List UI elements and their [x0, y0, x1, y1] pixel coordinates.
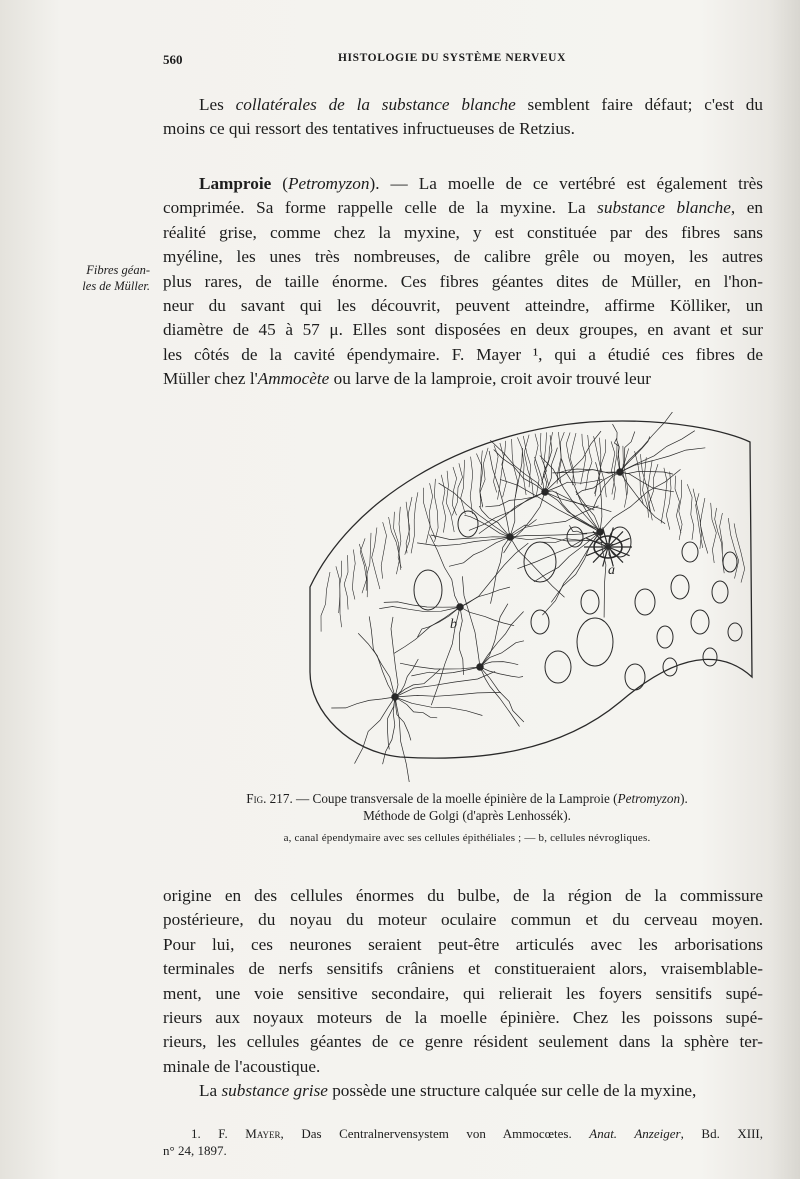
text-line: Les collatérales de la substance blanche semblent faire défaut; c'est du [199, 95, 763, 114]
text-line: rieurs aux noyaux moteurs de la moelle épinière. Chez les poissons supé- [163, 1008, 763, 1028]
footnote-journal: Anat. Anzeiger [589, 1126, 681, 1141]
paragraph-substance-grise [163, 1079, 763, 1103]
page-header [163, 52, 763, 72]
paragraph-lamproie [163, 172, 763, 392]
marginal-note-line2: les de Müller. [82, 279, 150, 293]
marginal-note-line1: Fibres géan- [86, 263, 150, 277]
text-line: comprimée. Sa forme rappelle celle de la myxine. La substance blanche, en [163, 198, 763, 218]
figure-caption [172, 790, 762, 824]
text-line: rieurs, les cellules géantes de ce genre résident seulement dans la sphère ter- [163, 1032, 763, 1052]
text-line: origine en des cellules énormes du bulbe, de la région de la commissure [163, 886, 763, 905]
text-line: réalité grise, comme chez la myxine, y est constituée par des fibres sans [163, 222, 763, 242]
figure-217 [290, 412, 762, 782]
text-line: myéline, les unes très nombreuses, de calibre grêle ou moyen, les autres [163, 247, 763, 267]
paragraph-collaterales [163, 93, 763, 142]
text-line: moins ce qui ressort des tentatives infructueuses de Retzius. [163, 119, 575, 139]
text-line: diamètre de 45 à 57 μ. Elles sont disposées en deux groupes, en avant et sur [163, 320, 763, 340]
caption-end: ). [680, 791, 688, 806]
footnote-rest: , Bd. XIII, [680, 1126, 763, 1141]
text-line: neur du savant qui les découvrit, peuvent atteindre, affirme Kölliker, un [163, 296, 763, 316]
text-line: plus rares, de taille énorme. Ces fibres géantes dites de Müller, en l'hon- [163, 271, 763, 291]
text-line: terminales de nerfs sensitifs crâniens et constitueraient alors, vraisemblable- [163, 959, 763, 979]
text-line: La substance grise possède une structure calquée sur celle de la myxine, [199, 1081, 697, 1100]
footnote-author: Mayer [245, 1126, 281, 1141]
text-line: les côtés de la cavité épendymaire. F. Mayer ¹, qui a étudié ces fibres de [163, 344, 763, 364]
footnote [163, 1125, 763, 1159]
text-line: ment, une voie sensitive secondaire, qui relierait les foyers sensitifs supé- [163, 983, 763, 1003]
footnote-line-2: n° 24, 1897. [163, 1143, 227, 1158]
caption-italic-name: Petromyzon [617, 791, 681, 806]
figure-label-a: a [608, 563, 615, 578]
page-number: 560 [163, 52, 183, 67]
text-line: minale de l'acoustique. [163, 1056, 321, 1076]
figure-legend: a, canal épendymaire avec ses cellules épithéliales ; — b, cellules névrogliques. [283, 832, 651, 844]
paragraph-origine [163, 884, 763, 1079]
figure-label-b: b [450, 617, 457, 632]
marginal-note [58, 262, 150, 294]
caption-figure-number: Fig. 217. [246, 791, 293, 806]
text-line: Müller chez l'Ammocète ou larve de la lamproie, croit avoir trouvé leur [163, 369, 651, 389]
footnote-line-1 [163, 1125, 763, 1142]
caption-text: — Coupe transversale de la moelle épinière de la Lamproie ( [292, 791, 618, 806]
spinal-cord-section-illustration [290, 412, 762, 782]
footnote-number: 1. F. [191, 1126, 246, 1141]
footnote-text: , Das Centralnervensystem von Ammocœtes. [280, 1126, 590, 1141]
text-line: Pour lui, ces neurones seraient peut-être articulés avec les arborisations [163, 934, 763, 954]
caption-line-1 [172, 790, 762, 807]
running-title: HISTOLOGIE DU SYSTÈME NERVEUX [338, 52, 566, 64]
text-line: Lamproie (Petromyzon). — La moelle de ce vertébré est également très [199, 174, 763, 193]
caption-line-2: Méthode de Golgi (d'après Lenhossék). [363, 808, 571, 823]
text-line: postérieure, du noyau du moteur oculaire commun et du cerveau moyen. [163, 910, 763, 930]
